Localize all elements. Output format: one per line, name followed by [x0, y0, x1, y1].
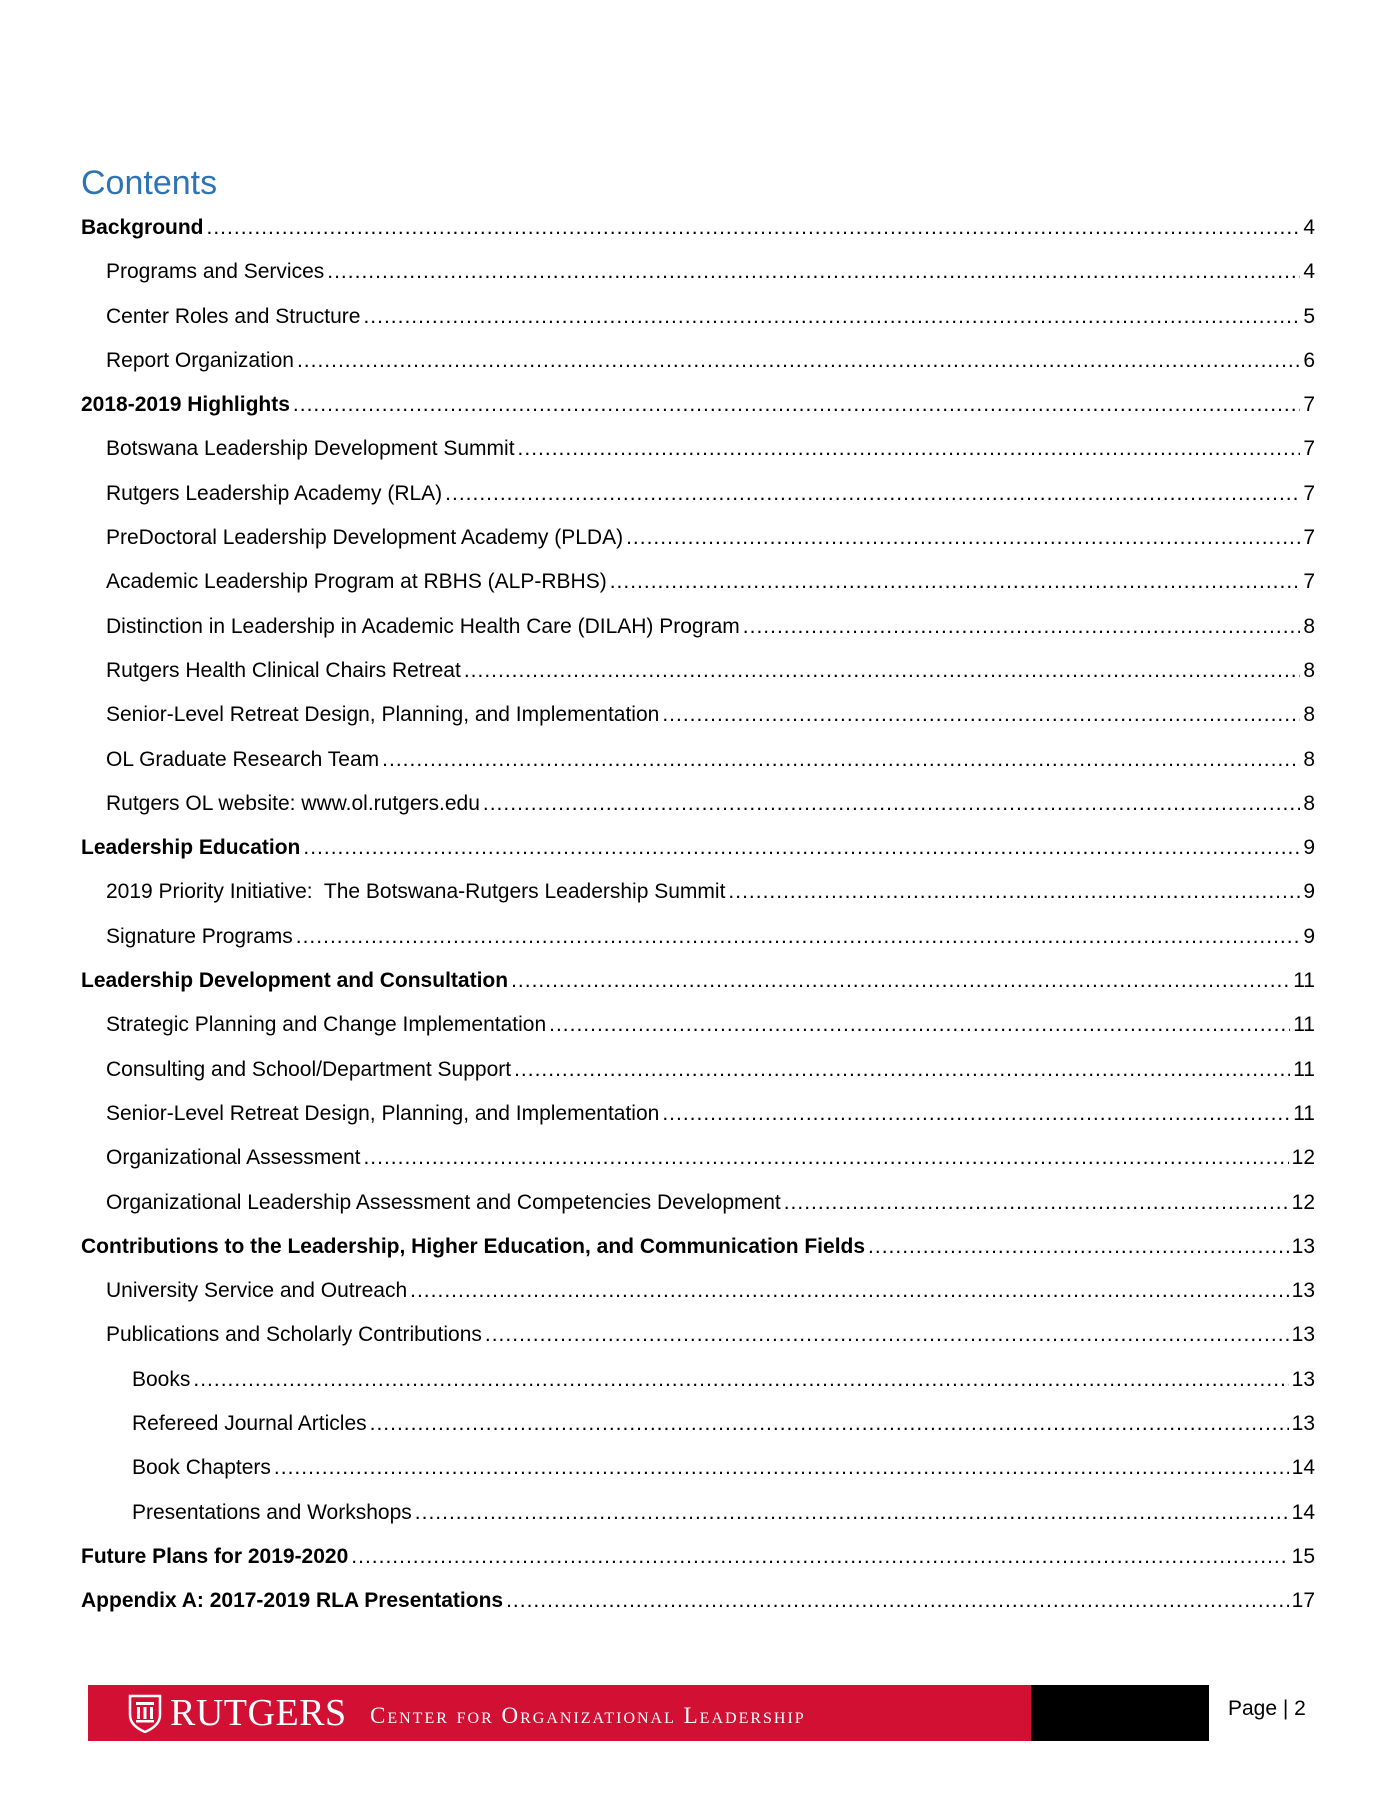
toc-entry-text: Books [132, 1367, 191, 1391]
toc-page-number: 4 [1303, 216, 1315, 239]
toc-dot-leader [193, 1358, 1288, 1402]
toc-entry-text: Book Chapters [132, 1456, 271, 1480]
toc-page-number: 6 [1303, 348, 1315, 372]
toc-dot-leader [743, 605, 1301, 649]
toc-entry[interactable] [81, 250, 1315, 294]
toc-page-number: 13 [1291, 1234, 1315, 1258]
toc-dot-leader [662, 1092, 1290, 1136]
toc-entry-text: 2018-2019 Highlights [81, 393, 290, 417]
toc-dot-leader [274, 1446, 1289, 1490]
toc-page-number: 14 [1291, 1500, 1315, 1524]
toc-entry-text: Programs and Services [106, 260, 325, 284]
toc-entry-text: Senior-Level Retreat Design, Planning, and Implementation [106, 703, 660, 727]
toc-dot-leader [610, 560, 1301, 604]
toc-entry[interactable] [81, 339, 1315, 383]
toc-dot-leader [518, 427, 1301, 471]
toc-page-number: 7 [1303, 570, 1315, 594]
toc-page-number: 17 [1291, 1589, 1315, 1613]
toc-entry-text: Organizational Leadership Assessment and Competencies Development [106, 1190, 781, 1214]
toc-entry-text: Academic Leadership Program at RBHS (ALP-RBHS) [106, 570, 607, 594]
toc-entry[interactable] [81, 560, 1315, 604]
toc-page-number: 12 [1291, 1146, 1315, 1170]
toc-entry-text: Senior-Level Retreat Design, Planning, and Implementation [106, 1101, 660, 1125]
toc-dot-leader [410, 1269, 1289, 1313]
toc-page-number: 8 [1303, 703, 1315, 727]
toc-entry[interactable] [81, 1048, 1315, 1092]
toc-entry[interactable] [81, 693, 1315, 737]
toc-entry[interactable] [81, 959, 1315, 1003]
toc-page-number: 11 [1293, 1101, 1315, 1125]
toc-dot-leader [415, 1491, 1289, 1535]
page-number: Page | 2 [1228, 1697, 1306, 1720]
toc-entry-text: 2019 Priority Initiative: The Botswana-Rutgers Leadership Summit [106, 880, 726, 904]
toc-dot-leader [626, 516, 1300, 560]
toc-entry-text: OL Graduate Research Team [106, 747, 380, 771]
rutgers-shield-icon [128, 1693, 162, 1733]
toc-entry[interactable] [81, 1181, 1315, 1225]
toc-page-number: 12 [1291, 1190, 1315, 1214]
toc-entry[interactable] [81, 915, 1315, 959]
toc-entry[interactable] [81, 1491, 1315, 1535]
toc-dot-leader [464, 649, 1301, 693]
toc-entry[interactable] [81, 782, 1315, 826]
toc-page-number: 11 [1293, 1057, 1315, 1081]
toc-entry-text: Strategic Planning and Change Implementation [106, 1013, 547, 1037]
toc-dot-leader [297, 339, 1300, 383]
toc-page-number: 8 [1303, 791, 1315, 815]
toc-entry-text: Future Plans for 2019-2020 [81, 1544, 349, 1568]
toc-entry[interactable] [81, 516, 1315, 560]
toc-page-number: 13 [1291, 1412, 1315, 1436]
toc-page-number: 14 [1291, 1456, 1315, 1480]
toc-entry-text: Contributions to the Leadership, Higher Education, and Communication Fields [81, 1234, 866, 1258]
toc-entry[interactable] [81, 1136, 1315, 1180]
center-name-text: Center for Organizational Leadership [370, 1703, 806, 1728]
toc-entry-text: Publications and Scholarly Contributions [106, 1323, 482, 1347]
toc-entry[interactable] [81, 649, 1315, 693]
toc-dot-leader [303, 826, 1300, 870]
toc-dot-leader [370, 1402, 1289, 1446]
toc-dot-leader [327, 250, 1300, 294]
toc-entry[interactable] [81, 1535, 1315, 1579]
toc-page-number: 8 [1303, 614, 1315, 638]
toc-page-number: 9 [1303, 880, 1315, 904]
toc-entry[interactable] [81, 383, 1315, 427]
toc-entry[interactable] [81, 826, 1315, 870]
toc-entry[interactable] [81, 472, 1315, 516]
toc-dot-leader [363, 1136, 1288, 1180]
toc-dot-leader [485, 1313, 1289, 1357]
toc-entry[interactable] [81, 1402, 1315, 1446]
footer-brand-banner [88, 1685, 1031, 1741]
toc-entry[interactable] [81, 1446, 1315, 1490]
toc-title: Contents [81, 164, 218, 202]
rutgers-logo-text: RUTGERS [170, 1692, 347, 1734]
toc-entry[interactable] [81, 1225, 1315, 1269]
toc-entry-text: Background [81, 216, 204, 239]
toc-page-number: 7 [1303, 437, 1315, 461]
toc-entry-text: Center Roles and Structure [106, 304, 361, 328]
toc-entry-text: Consulting and School/Department Support [106, 1057, 512, 1081]
toc-page-number: 13 [1291, 1367, 1315, 1391]
toc-entry-text: Botswana Leadership Development Summit [106, 437, 515, 461]
toc-entry-text: Leadership Education [81, 836, 301, 860]
footer-black-block [1031, 1685, 1209, 1741]
toc-entry[interactable] [81, 1003, 1315, 1047]
toc-entry-text: Leadership Development and Consultation [81, 969, 509, 993]
toc-page-number: 9 [1303, 924, 1315, 948]
toc-entry[interactable] [81, 1313, 1315, 1357]
toc-entry-text: University Service and Outreach [106, 1279, 408, 1303]
toc-entry[interactable] [81, 870, 1315, 914]
toc-dot-leader [363, 295, 1300, 339]
toc-entry-text: Report Organization [106, 348, 294, 372]
toc-page-number: 7 [1303, 393, 1315, 417]
toc-dot-leader [296, 915, 1301, 959]
toc-dot-leader [506, 1579, 1289, 1623]
toc-entry[interactable] [81, 206, 1315, 250]
toc-list [81, 206, 1315, 1624]
toc-dot-leader [445, 472, 1300, 516]
toc-page-number: 7 [1303, 481, 1315, 505]
toc-dot-leader [784, 1181, 1289, 1225]
toc-entry[interactable] [81, 1358, 1315, 1402]
toc-entry[interactable] [81, 605, 1315, 649]
toc-page-number: 8 [1303, 658, 1315, 682]
toc-page-number: 13 [1291, 1323, 1315, 1347]
toc-entry[interactable] [81, 1269, 1315, 1313]
toc-dot-leader [207, 206, 1301, 250]
toc-page-number: 11 [1293, 1013, 1315, 1037]
toc-entry-text: Organizational Assessment [106, 1146, 361, 1170]
toc-dot-leader [868, 1225, 1289, 1269]
toc-dot-leader [662, 693, 1300, 737]
toc-dot-leader [483, 782, 1300, 826]
toc-dot-leader [382, 738, 1300, 782]
toc-dot-leader [351, 1535, 1288, 1579]
toc-entry[interactable] [81, 427, 1315, 471]
toc-entry[interactable] [81, 295, 1315, 339]
toc-entry-text: Rutgers OL website: www.ol.rutgers.edu [106, 791, 480, 815]
toc-page-number: 11 [1293, 969, 1315, 993]
toc-page-number: 15 [1291, 1544, 1315, 1568]
toc-entry-text: Refereed Journal Articles [132, 1412, 367, 1436]
toc-page-number: 9 [1303, 836, 1315, 860]
toc-entry[interactable] [81, 738, 1315, 782]
toc-page-number: 8 [1303, 747, 1315, 771]
toc-dot-leader [514, 1048, 1290, 1092]
toc-entry-text: Distinction in Leadership in Academic Health Care (DILAH) Program [106, 614, 740, 638]
toc-dot-leader [728, 870, 1300, 914]
toc-page-number: 5 [1303, 304, 1315, 328]
toc-entry[interactable] [81, 1579, 1315, 1623]
toc-entry[interactable] [81, 1092, 1315, 1136]
toc-page-number: 7 [1303, 526, 1315, 550]
toc-entry-text: PreDoctoral Leadership Development Academy (PLDA) [106, 526, 624, 550]
toc-page-number: 13 [1291, 1279, 1315, 1303]
toc-entry-text: Presentations and Workshops [132, 1500, 412, 1524]
toc-page-number: 4 [1303, 260, 1315, 284]
toc-entry-text: Rutgers Leadership Academy (RLA) [106, 481, 443, 505]
toc-entry-text: Rutgers Health Clinical Chairs Retreat [106, 658, 461, 682]
toc-entry-text: Signature Programs [106, 924, 293, 948]
toc-dot-leader [511, 959, 1290, 1003]
toc-dot-leader [549, 1003, 1290, 1047]
toc-dot-leader [293, 383, 1300, 427]
toc-entry-text: Appendix A: 2017-2019 RLA Presentations [81, 1589, 504, 1613]
